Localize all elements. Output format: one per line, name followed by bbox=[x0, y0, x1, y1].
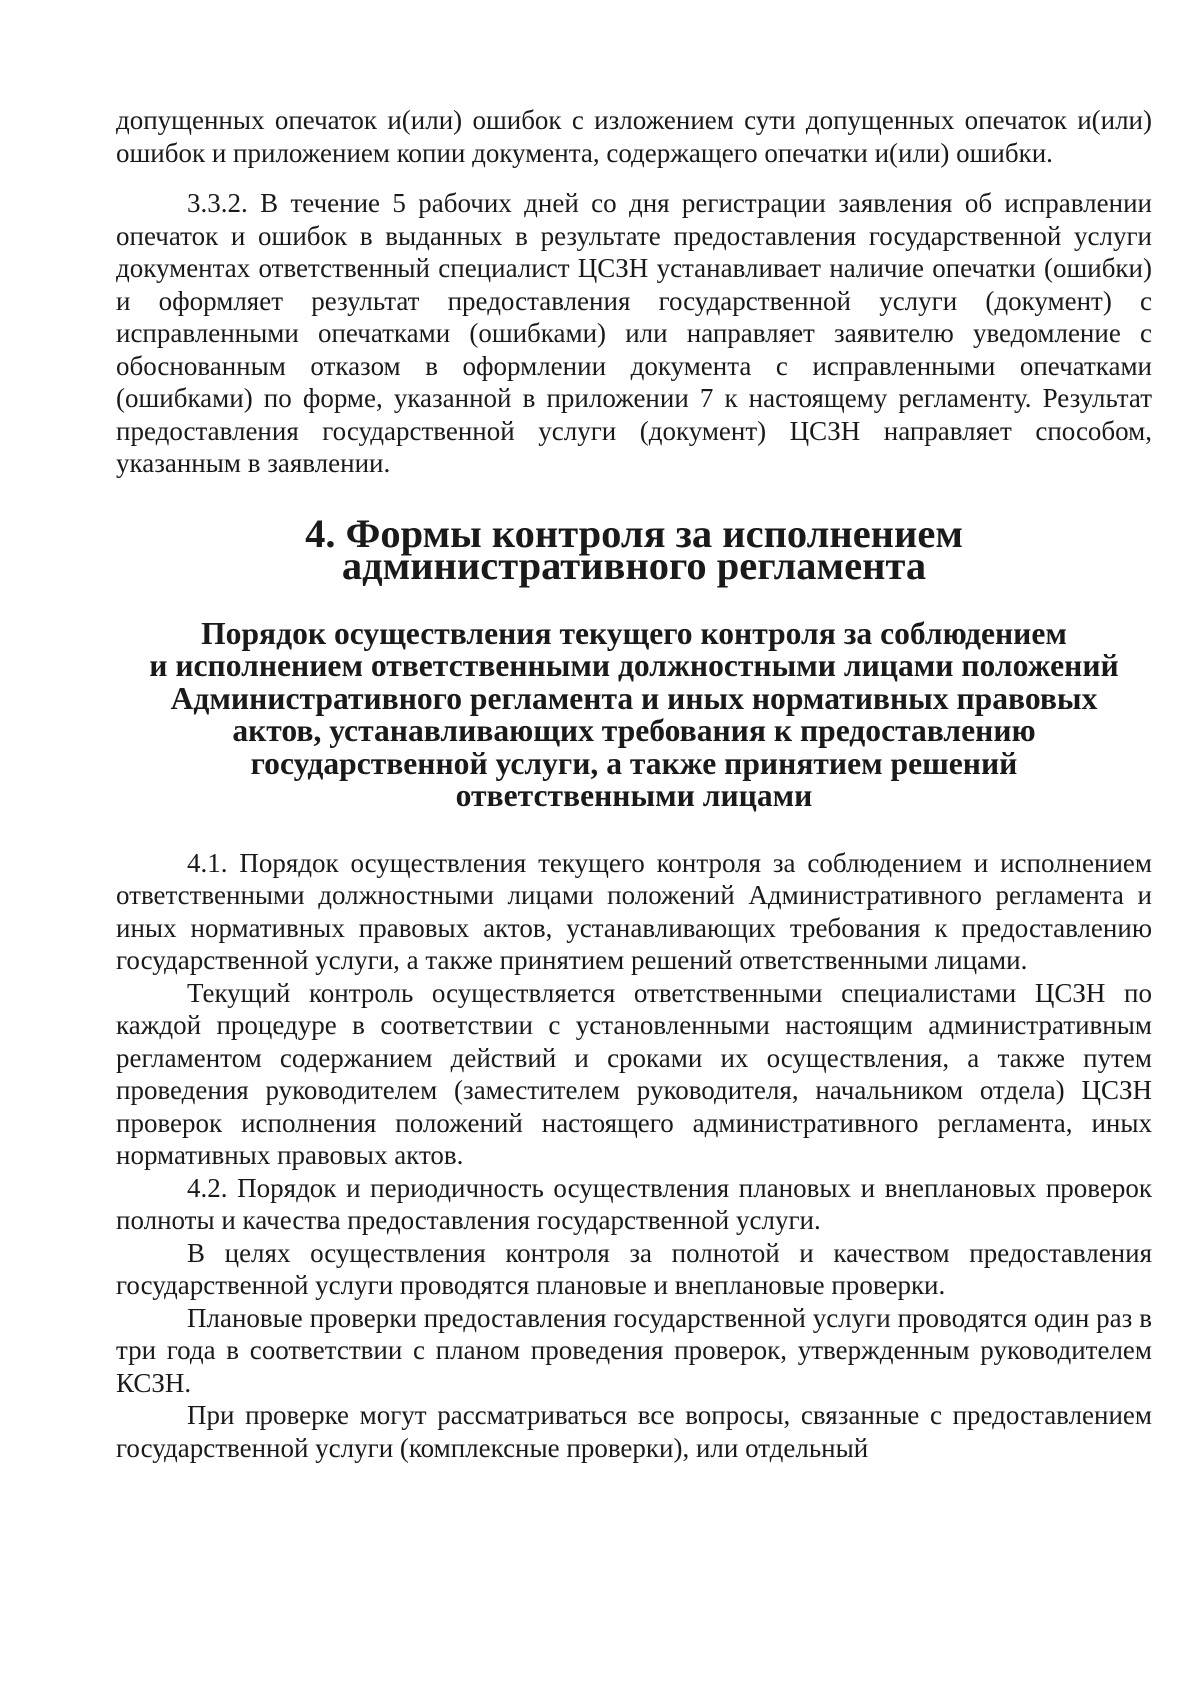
subsection-heading-line: Порядок осуществления текущего контроля за соблюдением bbox=[201, 615, 1067, 651]
paragraph-planned: Плановые проверки предоставления государственной услуги проводятся один раз в три года в соответствии с планом проведения проверок, утвержденным руководителем КСЗН. bbox=[116, 1302, 1152, 1398]
subsection-heading-line: государственной услуги, а также принятием решений bbox=[250, 745, 1018, 781]
paragraph-3-3-2: 3.3.2. В течение 5 рабочих дней со дня регистрации заявления об исправлении опечаток и ошибок в выданных в результате предоставления государственной услуги документах ответственный специалист ЦСЗН устанавливает наличие опечатки (ошибки) и оформляет результат предоставления государственной услуги (документ) с исправленными опечатками (ошибками) или направляет заявителю уведомление с обоснованным отказом в оформлении документа с исправленными опечатками (ошибками) по форме, указанной в приложении 7 к настоящему регламенту. Результат предоставления государственной услуги (документ) ЦСЗН направляет способом, указанным в заявлении. bbox=[116, 188, 1152, 478]
subsection-heading-line: Административного регламента и иных нормативных правовых bbox=[170, 680, 1098, 716]
subsection-heading-line: ответственными лицами bbox=[455, 778, 813, 813]
subsection-heading bbox=[116, 615, 1152, 813]
subsection-heading-line: актов, устанавливающих требования к предоставлению bbox=[232, 713, 1036, 748]
paragraph-4-2: 4.2. Порядок и периодичность осуществления плановых и внеплановых проверок полноты и качества предоставления государственной услуги. bbox=[116, 1172, 1152, 1235]
paragraph-purpose: В целях осуществления контроля за полнотой и качеством предоставления государственной услуги проводятся плановые и внеплановые проверки. bbox=[116, 1237, 1152, 1300]
section-heading-line: административного регламента bbox=[341, 543, 927, 588]
section-heading bbox=[116, 510, 1152, 588]
paragraph-4-1: 4.1. Порядок осуществления текущего контроля за соблюдением и исполнением ответственными должностными лицами положений Административного регламента и иных нормативных правовых актов, устанавливающих требования к предоставлению государственной услуги, а также принятием решений ответственными лицами. bbox=[116, 847, 1152, 975]
section-heading-line: 4. Формы контроля за исполнением bbox=[305, 510, 963, 556]
paragraph-current-control: Текущий контроль осуществляется ответственными специалистами ЦСЗН по каждой процедуре в соответствии с установленными настоящим административным регламентом содержанием действий и сроками их осуществления, а также путем проведения руководителем (заместителем руководителя, начальником отдела) ЦСЗН проверок исполнения положений настоящего административного регламента, иных нормативных правовых актов. bbox=[116, 977, 1152, 1170]
intro-paragraph: допущенных опечаток и(или) ошибок с изложением сути допущенных опечаток и(или) ошибок и приложением копии документа, содержащего опечатки и(или) ошибки. bbox=[116, 105, 1152, 168]
document-page bbox=[116, 104, 1152, 1464]
subsection-heading-line: и исполнением ответственными должностными лицами положений bbox=[149, 648, 1119, 683]
paragraph-scope: При проверке могут рассматриваться все вопросы, связанные с предоставлением государственной услуги (комплексные проверки), или отдельный bbox=[116, 1400, 1152, 1463]
